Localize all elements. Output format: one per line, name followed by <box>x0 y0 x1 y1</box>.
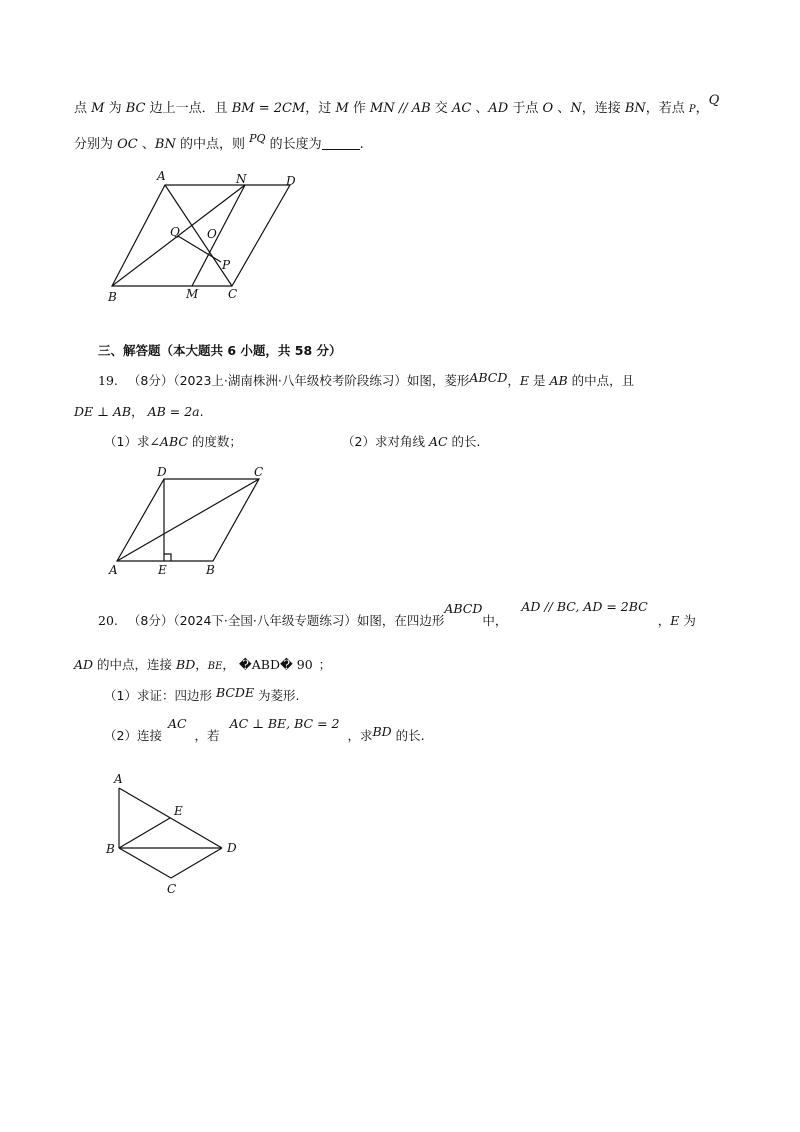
q20-label-a: A <box>114 772 123 786</box>
q18-text: ，过 <box>305 101 336 116</box>
q20-text: 为 <box>679 613 696 628</box>
q19-math: AB <box>549 373 568 388</box>
q18-text: 、 <box>553 101 571 116</box>
q18-math: BN <box>624 101 646 116</box>
q20-text: ， <box>195 657 208 672</box>
q19-math: ∠ABC <box>149 434 188 449</box>
q18-math: AC <box>451 101 472 116</box>
q18-text: 、 <box>137 137 155 152</box>
q18-label-c: C <box>228 287 238 301</box>
q20-text: （2）连接 <box>104 728 162 743</box>
q20-label-c: C <box>167 882 177 896</box>
q18-text: 的中点，则 <box>175 137 250 152</box>
q18-text: ，若点 <box>645 101 689 116</box>
q20-math: AC <box>167 716 187 731</box>
q18-text: 点 <box>74 101 92 116</box>
q20-math: BE <box>207 661 223 672</box>
q19-math: AB = 2a <box>147 404 200 419</box>
q20-text: （8分）（2024下·全国·八年级专题练习）如图，在四边形 <box>127 613 445 628</box>
q18-math: MN // AB <box>370 101 431 116</box>
q19-text: . <box>199 404 204 419</box>
q19-text: 的度数； <box>187 434 242 449</box>
q18-label-d: D <box>286 174 296 188</box>
q18-label-b: B <box>108 290 117 304</box>
q20-label-b: B <box>106 842 115 856</box>
q18-label-p: P <box>222 258 231 272</box>
q18-label-o: O <box>207 227 217 241</box>
q20-segment-cd <box>171 848 222 878</box>
q19-text: 的中点，且 <box>567 373 635 388</box>
q18-text: ， <box>695 101 709 116</box>
q20-math: E <box>670 613 680 628</box>
q20-text: ，若 <box>194 728 220 743</box>
q18-math: N <box>570 101 582 116</box>
q19-text: （8分）（2023上·湖南株洲·八年级校考阶段练习）如图，菱形 <box>127 373 470 388</box>
q18-text: 作 <box>348 101 371 116</box>
q19-math: AC <box>428 434 448 449</box>
q19-label-b: B <box>206 563 215 577</box>
q20-segment-be <box>119 818 170 848</box>
q18-label-a: A <box>157 169 166 183</box>
q19-text: ， <box>507 373 520 388</box>
q18-text: 交 <box>430 101 452 116</box>
q20-math: BD <box>176 657 196 672</box>
q19-math: ABCD <box>469 370 508 385</box>
q20-text: 中， <box>482 613 508 628</box>
q18-math: OC <box>117 137 138 152</box>
q18-math: P <box>688 104 696 115</box>
q20-text: 为菱形. <box>254 688 300 703</box>
q18-label-q: Q <box>170 225 180 239</box>
q18-math: Q <box>708 93 720 108</box>
q18-math: PQ <box>249 132 266 145</box>
q20-text: ； <box>318 657 332 672</box>
q18-text: 、 <box>471 101 489 116</box>
q19-text: （1）求 <box>104 434 150 449</box>
q18-text: 于点 <box>508 101 543 116</box>
q18-math: BN <box>154 137 176 152</box>
q20-label-e: E <box>174 804 183 818</box>
section-title: 三、解答题（本大题共 6 小题，共 58 分） <box>98 343 342 358</box>
q18-math: O <box>542 101 554 116</box>
q20-segment-bc <box>119 848 171 878</box>
q20-number: 20. <box>98 613 118 628</box>
q19-math: DE ⊥ AB <box>74 404 132 419</box>
q20-math: BCDE <box>215 685 255 700</box>
q20-text: （1）求证：四边形 <box>104 688 216 703</box>
q18-math: BM = 2CM <box>231 101 306 116</box>
q18-text: . <box>359 137 364 152</box>
q20-text: 的长. <box>391 728 425 743</box>
q20-text: ， <box>657 613 671 628</box>
q18-math: M <box>91 101 105 116</box>
q20-label-d: D <box>227 841 237 855</box>
q18-math: AD <box>488 101 509 116</box>
q19-label-e: E <box>158 563 167 577</box>
q18-label-n: N <box>236 172 247 186</box>
q19-text: 的长. <box>447 434 481 449</box>
q20-math: BD <box>372 724 392 739</box>
q19-number: 19. <box>98 373 118 388</box>
q20-math: �ABD� 90 <box>238 657 313 672</box>
q19-label-a: A <box>109 563 118 577</box>
q19-label-d: D <box>157 465 167 479</box>
q18-text: 的长度为 <box>265 137 322 152</box>
q20-math: AD // BC, AD = 2BC <box>521 599 648 614</box>
q18-math: BC <box>125 101 146 116</box>
q19-math: E <box>519 373 530 388</box>
q20-math: ABCD <box>444 601 483 616</box>
q20-math: AD <box>74 657 94 672</box>
q20-text: ， <box>222 657 235 672</box>
q20-math: AC ⊥ BE, BC = 2 <box>229 716 340 731</box>
q19-text: 是 <box>529 373 550 388</box>
q19-text: （2）求对角线 <box>342 434 429 449</box>
q18-text: ，连接 <box>581 101 625 116</box>
q19-label-c: C <box>254 465 264 479</box>
q18-label-m: M <box>186 287 199 301</box>
q20-text: 的中点，连接 <box>93 657 177 672</box>
q18-text: 为 <box>104 101 126 116</box>
q20-text: ，求 <box>347 728 373 743</box>
q18-text: 分别为 <box>74 137 118 152</box>
q18-text: 边上一点．且 <box>145 101 232 116</box>
q19-text: ， <box>131 404 144 419</box>
q18-math: M <box>335 101 349 116</box>
